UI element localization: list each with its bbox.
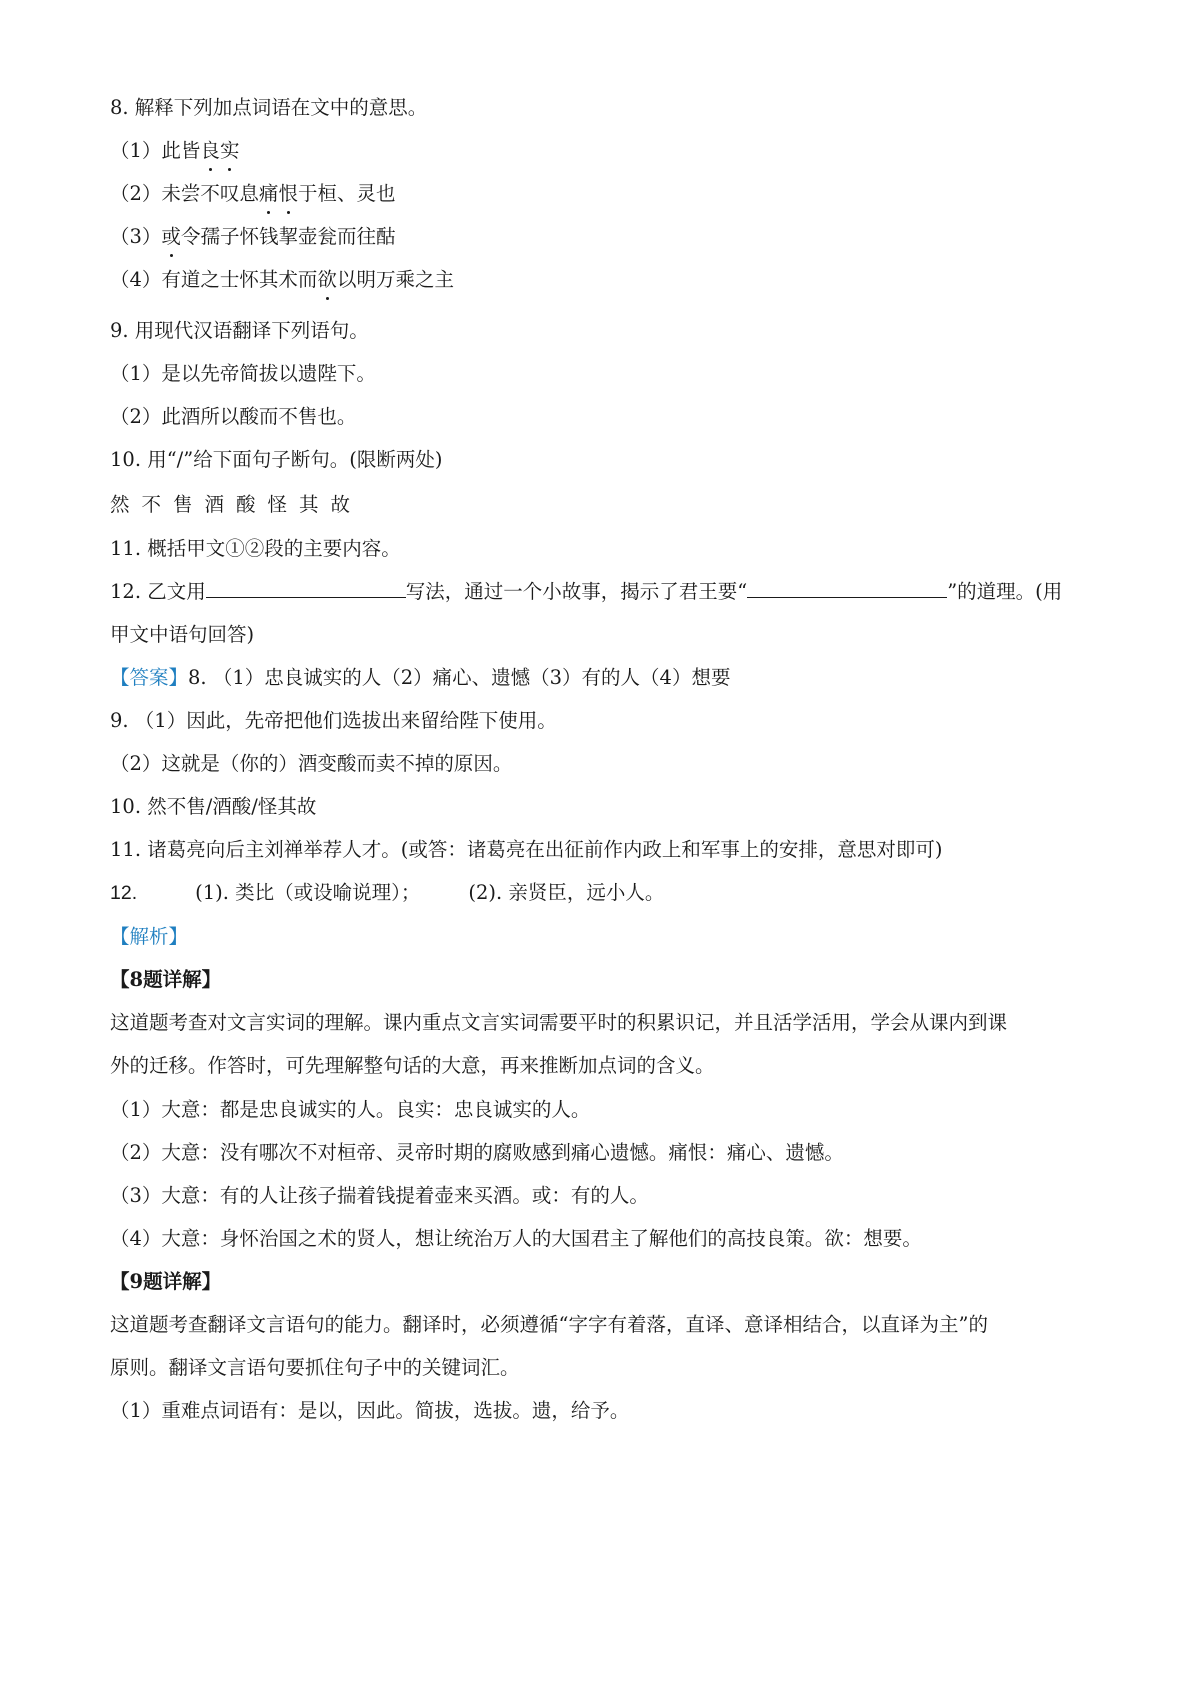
q8-explain-4: （4）大意：身怀治国之术的贤人，想让统治万人的大国君主了解他们的高技良策。欲：想要。 <box>110 1227 922 1250</box>
q9-detail-para-1: 这道题考查翻译文言语句的能力。翻译时，必须遵循“字字有着落，直译、意译相结合，以直译为主”的 <box>110 1313 988 1336</box>
q9-item-2: （2）此酒所以酸而不售也。 <box>110 405 357 428</box>
q8-detail-para-2: 外的迁移。作答时，可先理解整句话的大意，再来推断加点词的含义。 <box>110 1054 715 1077</box>
q8-explain-3: （3）大意：有的人让孩子揣着钱提着壶来买酒。或：有的人。 <box>110 1184 649 1207</box>
answer-tag: 【答案】 <box>110 666 189 689</box>
answer-9-2: （2）这就是（你的）酒变酸而卖不掉的原因。 <box>110 752 513 775</box>
q8-stem: 8. 解释下列加点词语在文中的意思。 <box>110 96 428 119</box>
answer-9-1: 9. （1）因此，先帝把他们选拔出来留给陛下使用。 <box>110 709 557 732</box>
answer-10: 10. 然不售/酒酸/怪其故 <box>110 795 317 818</box>
q8-item-2: （2）未尝不叹息痛恨于桓、灵也 <box>110 182 396 205</box>
q9-detail-para-2: 原则。翻译文言语句要抓住句子中的关键词汇。 <box>110 1356 520 1379</box>
answer-blank <box>747 579 947 598</box>
q8-item-4: （4）有道之士怀其术而欲以明万乘之主 <box>110 268 454 291</box>
q8-explain-1: （1）大意：都是忠良诚实的人。良实：忠良诚实的人。 <box>110 1098 591 1121</box>
q11-stem: 11. 概括甲文①②段的主要内容。 <box>110 537 401 560</box>
answer-line: 【答案】8. （1）忠良诚实的人（2）痛心、遗憾（3）有的人（4）想要 <box>110 666 731 689</box>
dotted-char: 痛 <box>258 182 279 205</box>
dotted-char: 或 <box>161 225 181 248</box>
analysis-tag: 【解析】 <box>110 925 189 948</box>
q10-stem: 10. 用“/”给下面句子断句。(限断两处) <box>110 448 443 471</box>
answer-12: 12. (1). 类比（或设喻说理）； (2). 亲贤臣，远小人。 <box>110 881 665 904</box>
answer-11: 11. 诸葛亮向后主刘禅举荐人才。(或答：诸葛亮在出征前作内政上和军事上的安排，意思对即可) <box>110 838 943 861</box>
answer-blank <box>206 579 406 598</box>
q8-detail-para-1: 这道题考查对文言实词的理解。课内重点文言实词需要平时的积累识记，并且活学活用，学会从课内到课 <box>110 1011 1008 1034</box>
q9-stem: 9. 用现代汉语翻译下列语句。 <box>110 319 369 342</box>
q8-item-3: （3）或令孺子怀钱挈壶瓮而往酤 <box>110 225 396 248</box>
dotted-char: 实 <box>219 139 240 162</box>
q12-stem: 12. 乙文用 写法，通过一个小故事，揭示了君王要“ ”的道理。(用 <box>110 580 1063 603</box>
q8-explain-2: （2）大意：没有哪次不对桓帝、灵帝时期的腐败感到痛心遗憾。痛恨：痛心、遗憾。 <box>110 1141 844 1164</box>
q8-detail-heading: 【8题详解】 <box>110 968 222 991</box>
dotted-char: 良 <box>200 139 220 162</box>
q9-detail-heading: 【9题详解】 <box>110 1270 222 1293</box>
dotted-char: 恨 <box>278 182 298 205</box>
q10-sentence: 然不售酒酸怪其故 <box>110 493 363 516</box>
q12-stem-cont: 甲文中语句回答) <box>110 623 255 646</box>
q8-item-1: （1）此皆良实 <box>110 139 240 162</box>
dotted-char: 欲 <box>317 268 337 291</box>
q9-explain-1: （1）重难点词语有：是以，因此。简拔，选拔。遗，给予。 <box>110 1399 630 1422</box>
q9-item-1: （1）是以先帝简拔以遗陛下。 <box>110 362 376 385</box>
